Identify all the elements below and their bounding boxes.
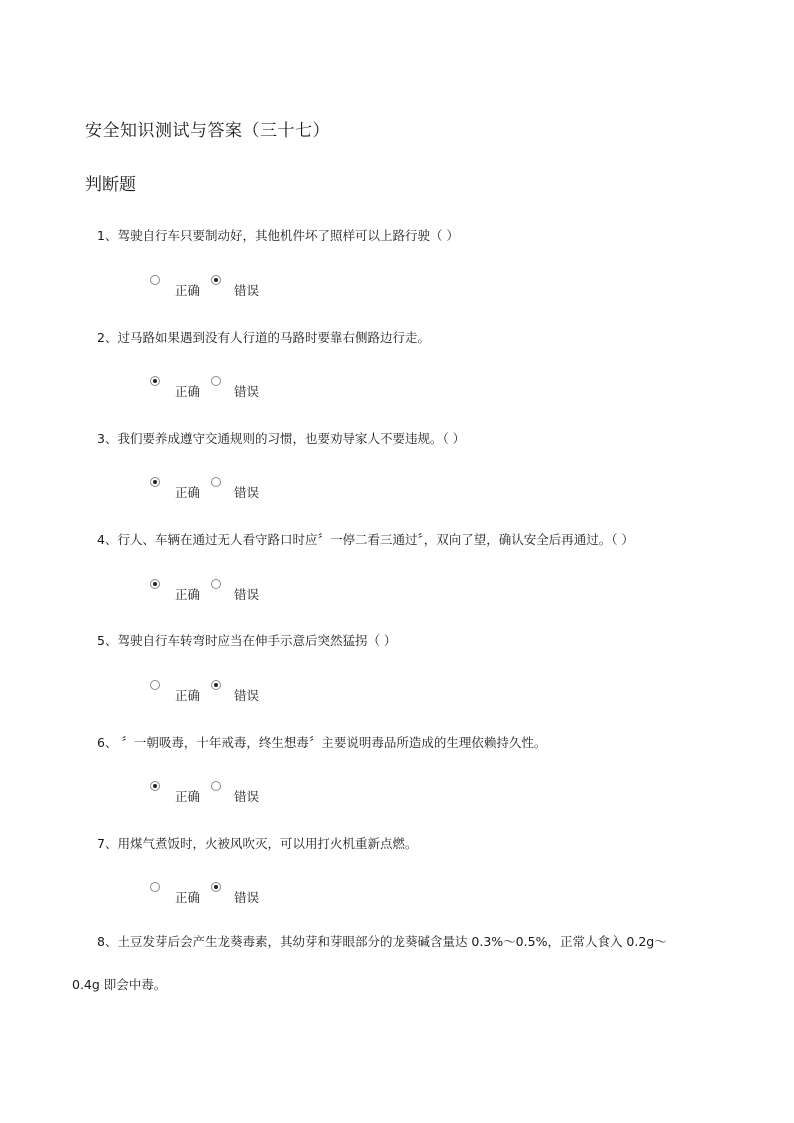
question-4: 4、行人、车辆在通过无人看守路口时应〞一停二看三通过〞，双向了望，确认安全后再通过。（ ） [97,532,634,547]
radio-correct[interactable] [150,376,160,386]
option-wrong-label: 错误 [234,283,260,298]
option-wrong-label: 错误 [234,688,260,703]
option-correct-label: 正确 [175,688,201,703]
question-5-options [150,680,290,702]
question-8-line-1: 8、土豆发芽后会产生龙葵毒素，其幼芽和芽眼部分的龙葵碱含量达 0.3%～0.5%，正常人食入 0.2g～ [97,934,667,949]
option-wrong-label: 错误 [234,485,260,500]
section-heading: 判断题 [85,175,136,195]
option-correct-label: 正确 [175,890,201,905]
option-correct-label: 正确 [175,587,201,602]
radio-wrong[interactable] [211,781,221,791]
question-6-options [150,781,290,803]
radio-correct[interactable] [150,477,160,487]
radio-correct[interactable] [150,275,160,285]
option-wrong-label: 错误 [234,789,260,804]
question-3: 3、我们要养成遵守交通规则的习惯，也要劝导家人不要违规。（ ） [97,431,466,446]
question-1-options [150,275,290,297]
question-5: 5、驾驶自行车转弯时应当在伸手示意后突然猛拐（ ） [97,633,397,648]
question-2-options [150,376,290,398]
radio-correct[interactable] [150,781,160,791]
radio-wrong[interactable] [211,275,221,285]
radio-correct[interactable] [150,680,160,690]
option-correct-label: 正确 [175,384,201,399]
page-title: 安全知识测试与答案（三十七） [85,121,330,141]
option-wrong-label: 错误 [234,587,260,602]
option-correct-label: 正确 [175,789,201,804]
option-wrong-label: 错误 [234,890,260,905]
question-4-options [150,579,290,601]
question-2: 2、过马路如果遇到没有人行道的马路时要靠右侧路边行走。 [97,330,430,345]
radio-wrong[interactable] [211,477,221,487]
radio-correct[interactable] [150,579,160,589]
option-correct-label: 正确 [175,283,201,298]
question-3-options [150,477,290,499]
radio-wrong[interactable] [211,882,221,892]
question-7: 7、用煤气煮饭时，火被风吹灭，可以用打火机重新点燃。 [97,836,418,851]
radio-wrong[interactable] [211,376,221,386]
radio-correct[interactable] [150,882,160,892]
option-wrong-label: 错误 [234,384,260,399]
question-1: 1、驾驶自行车只要制动好，其他机件坏了照样可以上路行驶（ ） [97,228,459,243]
radio-wrong[interactable] [211,579,221,589]
question-8-line-2: 0.4g 即会中毒。 [72,977,167,992]
option-correct-label: 正确 [175,485,201,500]
question-7-options [150,882,290,904]
radio-wrong[interactable] [211,680,221,690]
question-6: 6、 〞一朝吸毒，十年戒毒，终生想毒〞主要说明毒品所造成的生理依赖持久性。 [97,735,547,750]
